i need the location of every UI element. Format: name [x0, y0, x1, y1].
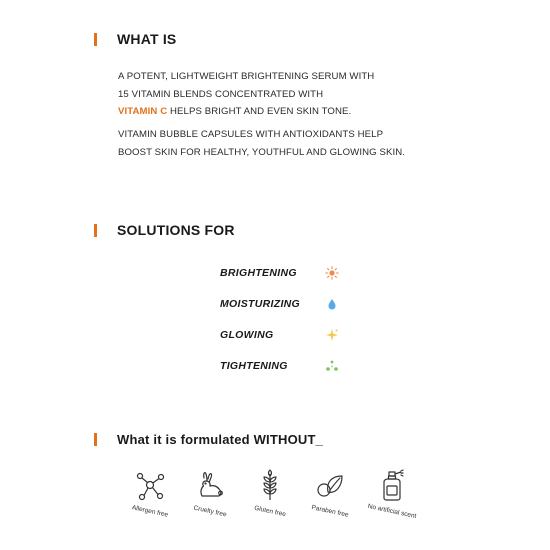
section-solutions	[94, 222, 235, 238]
section-heading: WHAT IS	[117, 31, 177, 47]
solution-item-moisturizing	[220, 288, 340, 319]
free-label: Allergen free	[131, 504, 169, 519]
rabbit-icon	[192, 468, 228, 504]
free-from-row	[120, 468, 420, 538]
solution-label: MOISTURIZING	[220, 297, 301, 310]
description-line: BOOST SKIN FOR HEALTHY, YOUTHFUL AND GLOWING SKIN.	[118, 146, 406, 158]
free-item-gluten	[242, 468, 298, 519]
sparkle-icon	[324, 327, 340, 343]
free-item-scent	[364, 468, 420, 521]
free-item-paraben	[302, 468, 358, 519]
solution-label: TIGHTENING	[220, 359, 288, 372]
free-item-allergen	[122, 468, 178, 519]
solution-item-tightening	[220, 350, 340, 381]
description-paragraph-2	[118, 126, 458, 161]
solution-label: BRIGHTENING	[220, 266, 297, 279]
molecule-icon	[132, 468, 168, 504]
section-marker	[94, 224, 97, 237]
section-what-is	[94, 31, 176, 47]
leaf-icon	[312, 468, 348, 504]
wheat-icon	[252, 468, 288, 504]
water-drop-icon	[324, 296, 340, 312]
free-item-cruelty	[182, 468, 238, 519]
section-marker	[94, 433, 97, 446]
description-line: 15 VITAMIN BLENDS CONCENTRATED WITH	[118, 88, 324, 100]
solution-label: GLOWING	[220, 328, 274, 341]
description-line: A POTENT, LIGHTWEIGHT BRIGHTENING SERUM WITH	[118, 71, 375, 82]
description-line-rest: HELPS BRIGHT AND EVEN SKIN TONE.	[167, 106, 352, 117]
free-label: Paraben free	[310, 504, 350, 519]
description-line	[118, 103, 458, 121]
solutions-list	[220, 257, 340, 381]
description-line: VITAMIN BUBBLE CAPSULES WITH ANTIOXIDANTS HELP	[118, 129, 384, 140]
free-label: Cruelty free	[192, 504, 228, 519]
section-marker	[94, 33, 97, 46]
dots-icon	[324, 358, 340, 374]
vitamin-c-highlight: VITAMIN C	[118, 106, 168, 117]
section-heading: SOLUTIONS FOR	[117, 222, 235, 238]
solution-item-brightening	[220, 257, 340, 288]
description-paragraph-1	[118, 68, 458, 121]
free-label: Gluten free	[253, 504, 287, 519]
perfume-bottle-icon	[374, 468, 410, 504]
solution-item-glowing	[220, 319, 340, 350]
section-without	[94, 432, 323, 447]
sun-icon	[324, 265, 340, 281]
section-heading: What it is formulated WITHOUT_	[117, 432, 324, 447]
free-label: No artificial scent	[367, 502, 417, 521]
